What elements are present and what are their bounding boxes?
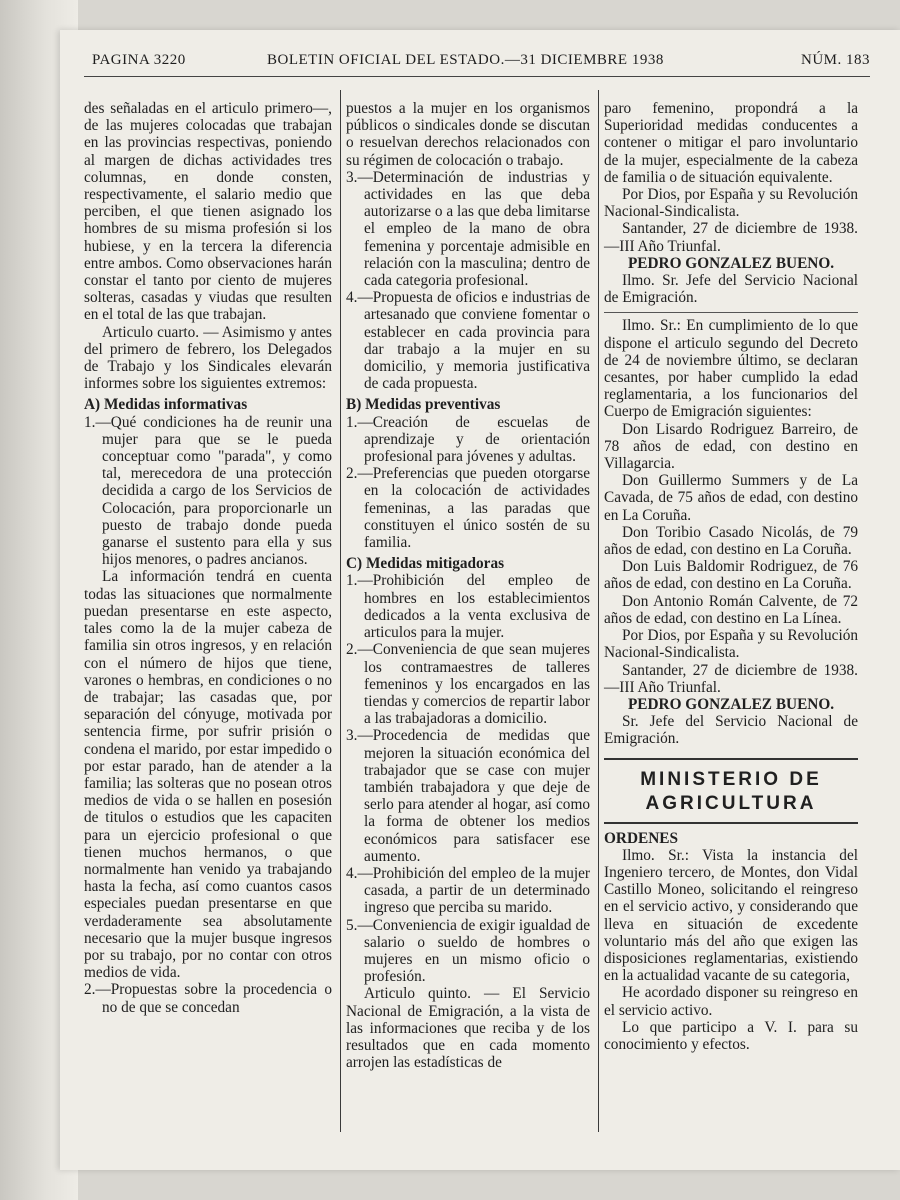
list-item: Don Antonio Román Calvente, de 72 años de edad, con destino en La Línea.	[604, 592, 858, 627]
list-item: 2.—Conveniencia de que sean mujeres los contramaestres de talleres femeninos y los encargados en las tiendas y comercios de repartir labor a las trabajadoras a domicilio.	[346, 641, 590, 728]
section-heading-c: C) Medidas mitigadoras	[346, 555, 505, 573]
article-four: Articulo cuarto. — Asimismo y antes del primero de febrero, los Delegados de Trabajo y los Sindicales elevarán informes sobre los siguientes extremos:	[84, 323, 332, 393]
list-item: Don Lisardo Rodriguez Barreiro, de 78 años de edad, con destino en Villagarcia.	[604, 420, 858, 473]
date-line: Santander, 27 de diciembre de 1938.—III Año Triunfal.	[604, 661, 858, 696]
list-item: 1.—Creación de escuelas de aprendizaje y de orientación profesional para jóvenes y adultas.	[346, 413, 590, 466]
list-item: Don Luis Baldomir Rodriguez, de 76 años de edad, con destino en La Coruña.	[604, 558, 858, 593]
column-divider	[598, 90, 599, 1132]
list-item: Don Toribio Casado Nicolás, de 79 años de edad, con destino en La Coruña.	[604, 523, 858, 559]
paragraph: paro femenino, propondrá a la Superioridad medidas conducentes a contener o mitigar el paro involuntario de la mujer, especialmente de la cabeza de familia o de situación equivalente.	[604, 100, 858, 186]
closing-formula: Por Dios, por España y su Revolución Nacional-Sindicalista.	[604, 186, 858, 221]
column-2	[346, 100, 590, 1071]
header-rule	[84, 76, 870, 77]
list-item: 1.—Prohibición del empleo de hombres en los establecimientos dedicados a la venta exclusiva de articulos para la mujer.	[346, 572, 590, 642]
section-rule	[604, 758, 858, 760]
paragraph: des señaladas en el articulo primero—, de las mujeres colocadas que trabajan en las provincias respectivas, poniendo al margen de dichas actividades tres columnas, en donde consten, respectivamente, el salario medio que perciben, el que tienen asignado los hombres de su misma profesión si los hubiese, y en la tercera la diferencia entre ambos. Como observaciones harán constar el tanto por ciento de mujeres solteras, casadas y viudas que resulten en el total de las que trabajan.	[84, 100, 332, 324]
column-3	[604, 100, 858, 1053]
page-header	[92, 52, 870, 74]
list-item: 4.—Propuesta de oficios e industrias de artesanado que conviene fomentar o establecer en cada provincia para dar trabajo a la mujer en su domicilio, y memoria justificativa de cada propuesta.	[346, 289, 590, 393]
addressee: Sr. Jefe del Servicio Nacional de Emigración.	[604, 713, 858, 748]
section-rule	[604, 822, 858, 824]
paragraph: He acordado disponer su reingreso en el servicio activo.	[604, 984, 858, 1019]
issue-number: NÚM. 183	[800, 52, 870, 68]
list-item: 5.—Conveniencia de exigir igualdad de salario o sueldo de hombres o mujeres en un mismo oficio o profesión.	[346, 916, 590, 986]
column-divider	[340, 90, 341, 1132]
date-line: Santander, 27 de diciembre de 1938.—III Año Triunfal.	[604, 220, 858, 255]
gazette-title: BOLETIN OFICIAL DEL ESTADO.—31 DICIEMBRE 1938	[267, 52, 664, 68]
column-1	[84, 100, 332, 1016]
list-item: 2.—Preferencias que pueden otorgarse en la colocación de actividades femeninas, a las paradas que constituyen el único sostén de su familia.	[346, 465, 590, 552]
list-item: 2.—Propuestas sobre la procedencia o no de que se concedan	[84, 981, 332, 1016]
separator	[604, 312, 858, 313]
page-number: PAGINA 3220	[92, 52, 186, 68]
signature: PEDRO GONZALEZ BUENO.	[627, 695, 835, 713]
closing-formula: Por Dios, por España y su Revolución Nacional-Sindicalista.	[604, 627, 858, 662]
paragraph: Lo que participo a V. I. para su conocimiento y efectos.	[604, 1018, 858, 1053]
section-heading-ordenes: ORDENES	[604, 829, 678, 847]
paragraph: Ilmo. Sr.: En cumplimiento de lo que dispone el articulo segundo del Decreto de 24 de noviembre último, se declaran cesantes, por haber cumplido la edad reglamentaria, a los funcionarios del Cuerpo de Emigración siguientes:	[604, 317, 858, 421]
paragraph: La información tendrá en cuenta todas las situaciones que normalmente puedan presentarse en este aspecto, tales como la de la mujer cabeza de familia sin otros ingresos, y en relación con el número de hijos que tiene, varones o hembras, en condiciones o no de trabajar; las casadas que, por separación del cónyuge, motivada por sentencia firme, por sufrir prisión o condena el marido, por estar impedido o por estar parado, han de atender a la familia; las solteras que no posean otros medios de vida o se hallen en posesión de titulos o estudios que les capaciten para un ejercicio profesional o que tienen muchos hermanos, o que normalmente han venido ya trabajando hasta la fecha, así como cuantos casos especiales puedan presentarse en que verdaderamente sea absolutamente necesario que la mujer busque ingresos por su trabajo, por no contar con otros medios de vida.	[84, 568, 332, 982]
paragraph: puestos a la mujer en los organismos públicos o sindicales donde se discutan o resuelvan derechos relacionados con su régimen de colocación o trabajo.	[346, 100, 590, 169]
article-five: Articulo quinto. — El Servicio Nacional de Emigración, a la vista de las informaciones que reciba y de los resultados que en cada momento arrojen las estadísticas de	[346, 985, 590, 1072]
list-item: 4.—Prohibición del empleo de la mujer casada, a partir de un determinado ingreso que perciba su marido.	[346, 864, 590, 917]
addressee: Ilmo. Sr. Jefe del Servicio Nacional de Emigración.	[604, 272, 858, 307]
ministry-heading: MINISTERIO DE AGRICULTURA	[640, 768, 822, 814]
list-item: 3.—Procedencia de medidas que mejoren la situación económica del trabajador que se case con mujer también trabajadora y que deje de serlo para atender al hogar, así como la forma de obtener los medios económicos para satisfacer ese aumento.	[346, 727, 590, 865]
list-item: 3.—Determinación de industrias y actividades en las que deba autorizarse o a las que deba limitarse el empleo de la mano de obra femenina y porcentaje admisible en relación con la masculina; dentro de cada categoria profesional.	[346, 168, 590, 290]
list-item: Don Guillermo Summers y de La Cavada, de 75 años de edad, con destino en La Coruña.	[604, 472, 858, 524]
section-heading-b: B) Medidas preventivas	[346, 396, 501, 414]
paragraph: Ilmo. Sr.: Vista la instancia del Ingeniero tercero, de Montes, don Vidal Castillo Moneo, solicitando el reingreso en el servicio activo, y considerando que lleva en situación de excedente voluntario más del año que exigen las disposiciones reglamentarias, existiendo en la actualidad vacante de su categoria,	[604, 846, 858, 985]
list-item: 1.—Qué condiciones ha de reunir una mujer para que se le pueda conceptuar como "parada", y como tal, merecedora de una protección decidida a cargo de los Servicios de Colocación, para proporcionarle un puesto de trabajo donde pueda ganarse el sustento para ella y sus hijos menores, o padres ancianos.	[84, 413, 332, 569]
section-heading-a: A) Medidas informativas	[84, 396, 248, 414]
signature: PEDRO GONZALEZ BUENO.	[627, 254, 835, 272]
